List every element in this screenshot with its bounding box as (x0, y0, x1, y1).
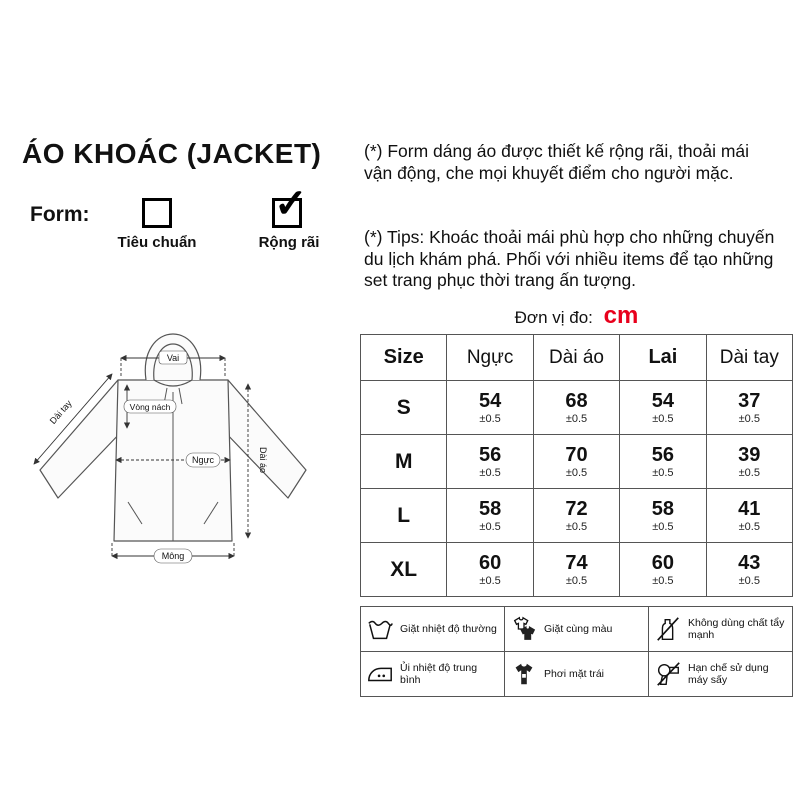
size-value-cell: 70 ±0.5 (534, 435, 620, 489)
jacket-measurement-diagram (8, 310, 356, 602)
size-value-cell: 72 ±0.5 (534, 489, 620, 543)
size-table-header-nguc: Ngực (447, 335, 533, 381)
size-value-cell: 56 ±0.5 (447, 435, 533, 489)
size-table-header-lai: Lai (620, 335, 706, 381)
size-value-cell: 58 ±0.5 (620, 489, 706, 543)
diagram-label-dai-ao: Dài áo (258, 446, 268, 474)
diagram-label-vai: Vai (166, 353, 180, 363)
care-item: Ủi nhiệt độ trung bình (361, 652, 505, 697)
diagram-label-dai-tay: Dài tay (47, 398, 74, 426)
size-value-cell: 54 ±0.5 (447, 381, 533, 435)
dry-inside-out-icon (510, 660, 538, 688)
checkbox-label-rong-rai: Rộng rãi (258, 234, 320, 251)
no-bleach-icon (654, 615, 682, 643)
care-item: Giặt nhiệt độ thường (361, 607, 505, 652)
care-item: Hạn chế sử dụng máy sấy (649, 652, 793, 697)
size-value-cell: 37 ±0.5 (707, 381, 793, 435)
size-value-cell: 68 ±0.5 (534, 381, 620, 435)
limit-dryer-icon (654, 660, 682, 688)
wash-normal-temp-icon (366, 615, 394, 643)
size-row-label: L (361, 489, 447, 543)
diagram-label-vong-nach: Vòng nách (129, 402, 171, 412)
size-value-cell: 41 ±0.5 (707, 489, 793, 543)
unit-line (360, 302, 793, 330)
diagram-label-mong: Mông (161, 551, 185, 561)
size-value-cell: 54 ±0.5 (620, 381, 706, 435)
wash-same-color-icon (510, 615, 538, 643)
form-label: Form: (30, 203, 90, 226)
size-row-label: XL (361, 543, 447, 597)
size-value-cell: 60 ±0.5 (447, 543, 533, 597)
care-instructions (360, 606, 793, 697)
iron-medium-icon (366, 660, 394, 688)
size-row-label: M (361, 435, 447, 489)
size-value-cell: 56 ±0.5 (620, 435, 706, 489)
diagram-label-nguc: Ngực (191, 455, 215, 465)
checkbox-label-tieu-chuan: Tiêu chuẩn (117, 234, 197, 251)
size-value-cell: 74 ±0.5 (534, 543, 620, 597)
size-table-header-dai-ao: Dài áo (534, 335, 620, 381)
care-item: Giặt cùng màu (505, 607, 649, 652)
care-item: Phơi mặt trái (505, 652, 649, 697)
size-value-cell: 60 ±0.5 (620, 543, 706, 597)
size-value-cell: 43 ±0.5 (707, 543, 793, 597)
size-row-label: S (361, 381, 447, 435)
care-item: Không dùng chất tẩy mạnh (649, 607, 793, 652)
size-value-cell: 58 ±0.5 (447, 489, 533, 543)
checkbox-tieu-chuan (142, 198, 172, 228)
size-table-header-size: Size (361, 335, 447, 381)
size-table-header-dai-tay: Dài tay (707, 335, 793, 381)
size-table (360, 334, 793, 597)
note-tips: (*) Tips: Khoác thoải mái phù hợp cho những chuyến du lịch khám phá. Phối với nhiều items để tạo những set trang phục thời trang ấn tượng. (364, 227, 775, 290)
note-form-description: (*) Form dáng áo được thiết kế rộng rãi, thoải mái vận động, che mọi khuyết điểm cho người mặc. (364, 141, 750, 183)
check-icon: ✓ (274, 182, 308, 226)
size-value-cell: 39 ±0.5 (707, 435, 793, 489)
unit-label: Đơn vị đo: (514, 308, 593, 327)
unit-value: cm (603, 302, 639, 329)
page-title: ÁO KHOÁC (JACKET) (22, 138, 322, 169)
